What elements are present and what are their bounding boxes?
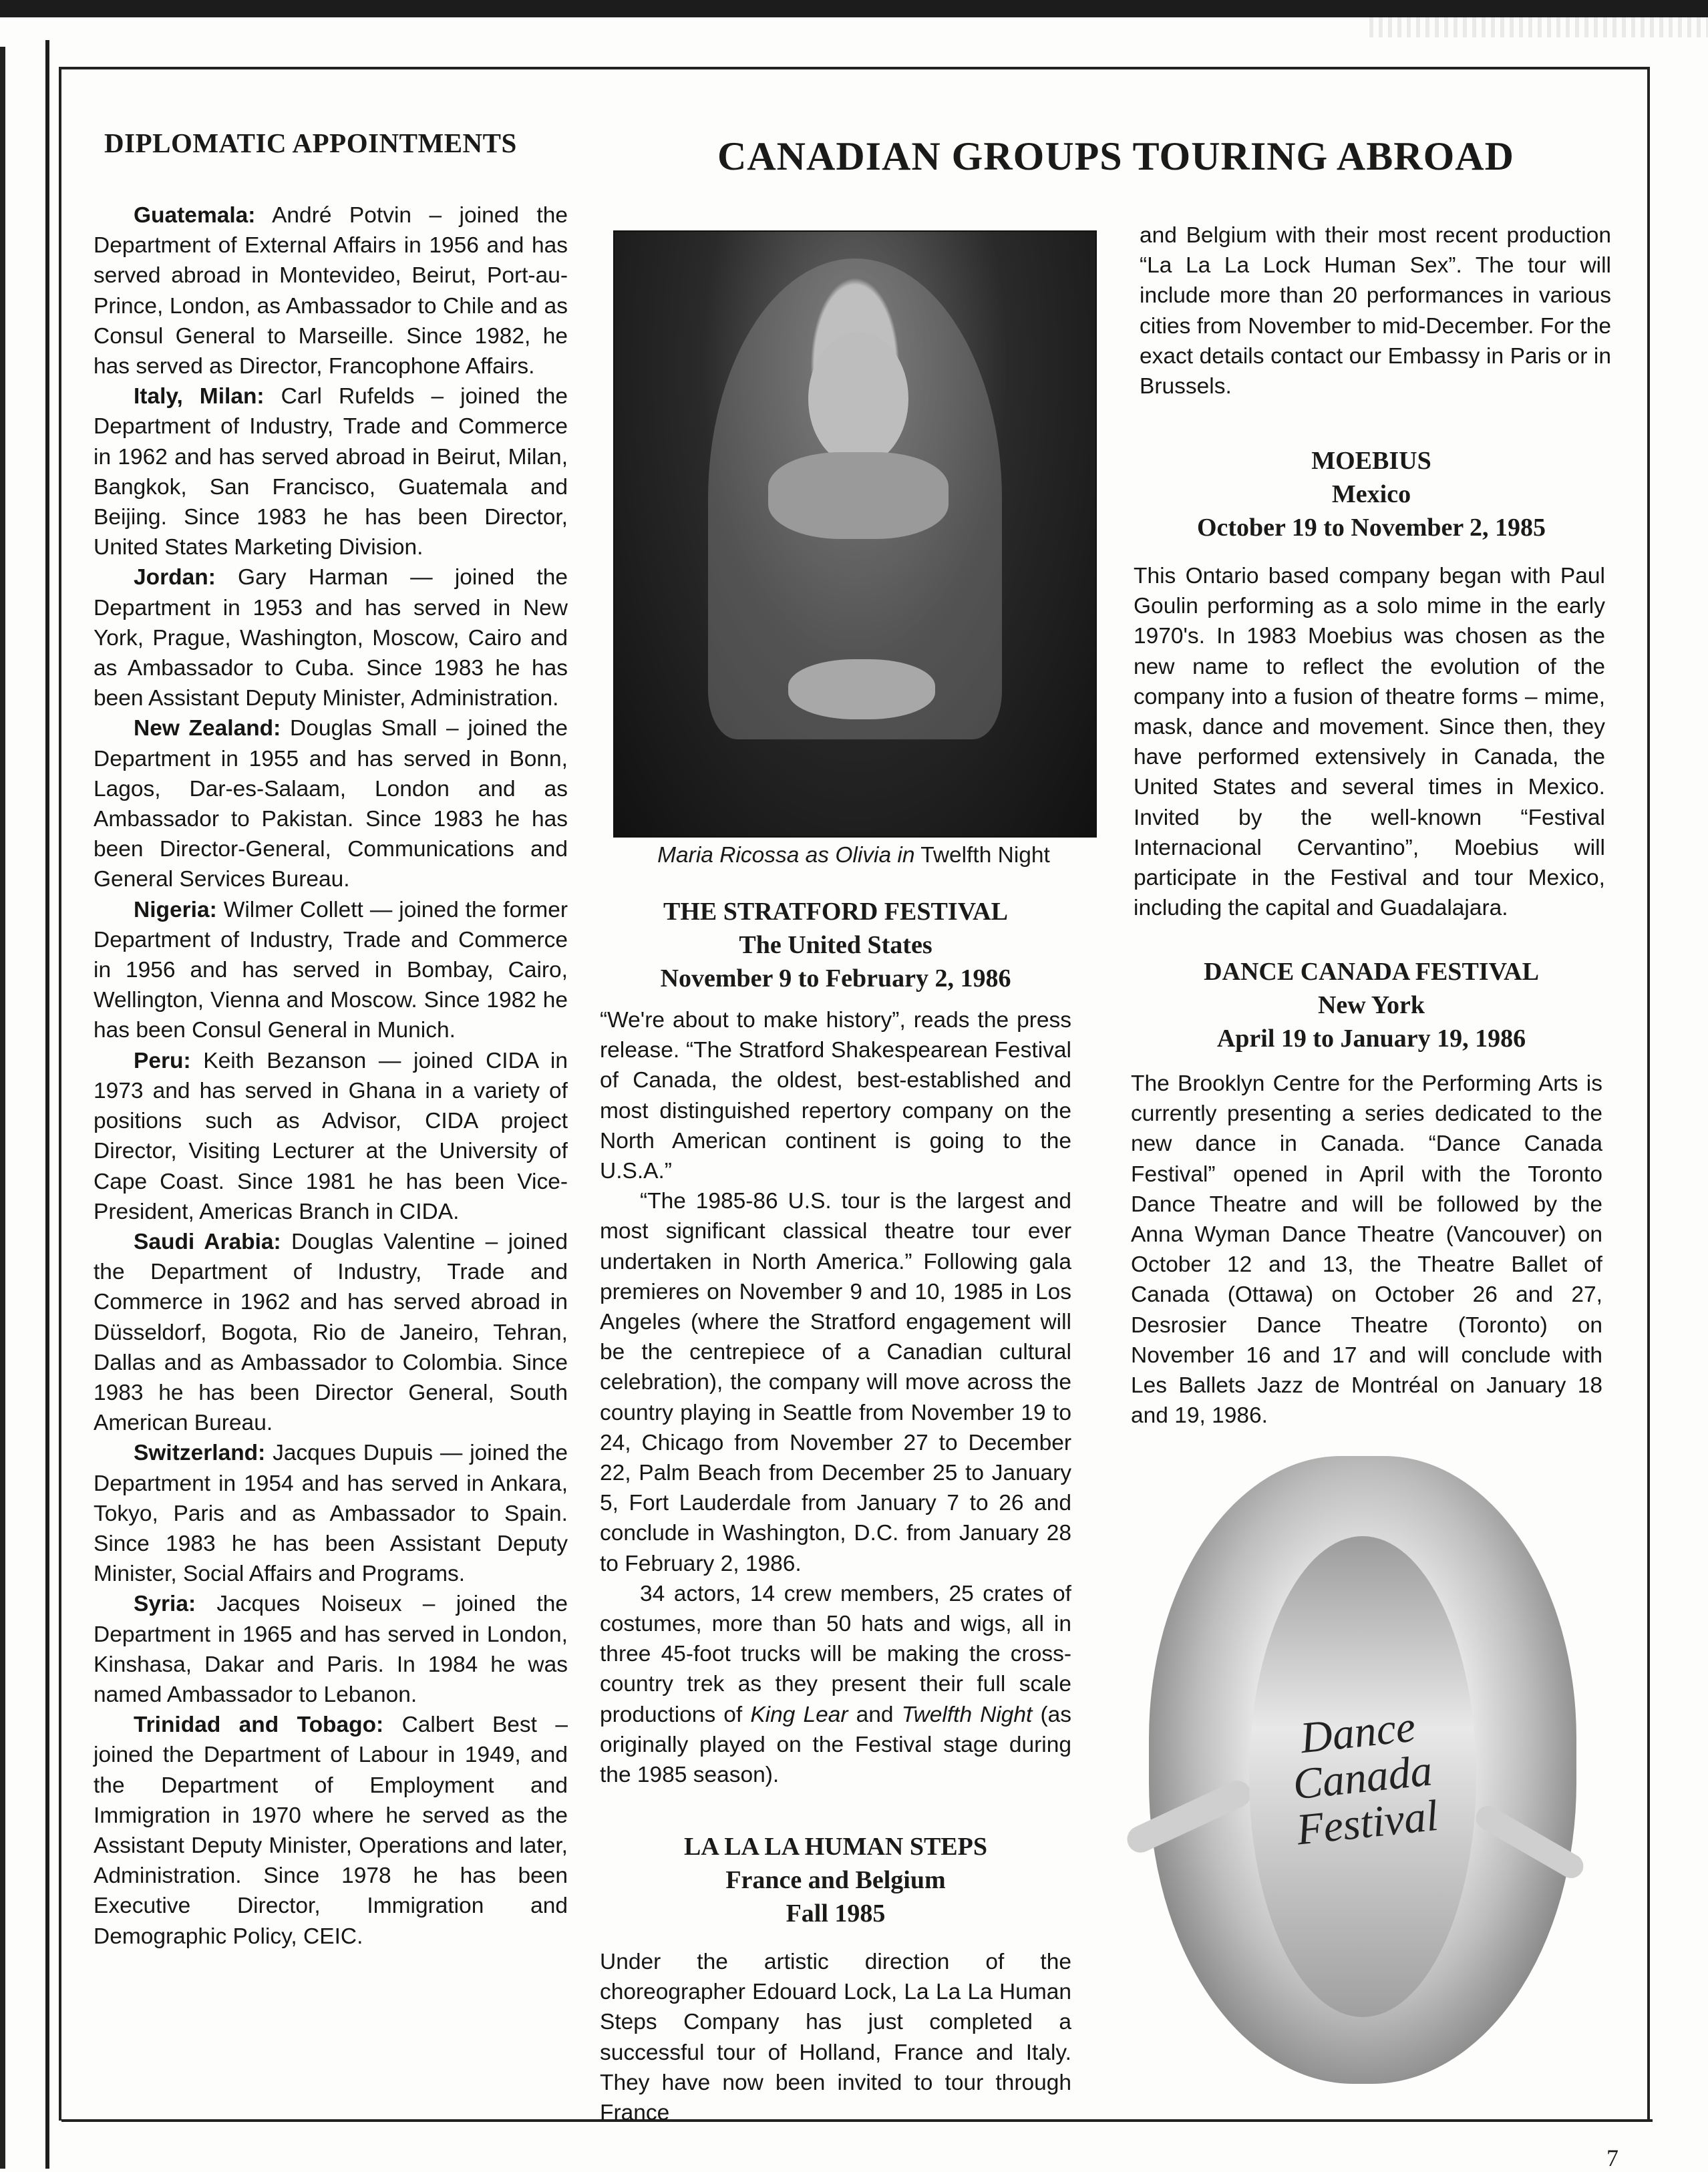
- play-king-lear: King Lear: [750, 1702, 848, 1727]
- stratford-title: THE STRATFORD FESTIVAL: [663, 898, 1008, 926]
- lalala-dates: Fall 1985: [786, 1899, 886, 1928]
- appointment-entry: [94, 1046, 568, 1227]
- dance-paragraph: The Brooklyn Centre for the Performing Arts is currently presenting a series dedicated to the new dance in Canada. “Dance Canada Festival” opened in April with the Toronto Dance Theatre and will be followed by the Anna Wyman Dance Theatre (Vancouver) on October 12 and 13, the Theatre Ballet of Canada (Ottawa) on October 26 and 27, Desrosier Dance Theatre (Toronto) on November 16 and 17 and will conclude with Les Ballets Jazz de Montréal on January 18 and 19, 1986.: [1131, 1071, 1602, 1429]
- ballet-shoe-illustration: [1149, 1456, 1576, 2084]
- stratford-p3-end: (as originally played on the Festival stage during the 1985 season).: [600, 1702, 1072, 1788]
- lalala-continuation-paragraph: and Belgium with their most recent production “La La La Lock Human Sex”. The tour will include more than 20 performances in various cities from November to mid-December. For the exact details contact our Embassy in Paris or in Brussels.: [1140, 223, 1611, 399]
- appointment-entry: [94, 562, 568, 713]
- moebius-dates: October 19 to November 2, 1985: [1196, 514, 1546, 542]
- left-binding-edge: [0, 47, 5, 2169]
- moebius-body: [1134, 561, 1605, 923]
- appointment-entry: [94, 381, 568, 562]
- appointment-text: Carl Rufelds – joined the Department of Industry, Trade and Commerce in 1962 and has served abroad in Beirut, Milan, Bangkok, San Francisco, Guatemala and Beijing. Since 1983 he has been Director, United States Marketing Division.: [94, 384, 568, 560]
- moebius-paragraph: This Ontario based company began with Paul Goulin performing as a solo mime in the early 1970's. In 1983 Moebius was chosen as the new name to reflect the evolution of the company into a fusion of theatre forms – mime, mask, dance and movement. Since then, they have performed extensively in Canada, the United States and several times in Mexico. Invited by the well-known “Festival Internacional Cervantino”, Moebius will participate in the Festival and tour Mexico, including the capital and Guadalajara.: [1134, 564, 1605, 921]
- dance-heading-block: [1136, 955, 1607, 1055]
- appointment-country: Nigeria:: [134, 897, 217, 922]
- appointments-column: [94, 200, 568, 1952]
- appointment-text: André Potvin – joined the Department of External Affairs in 1956 and has served abroad in Montevideo, Beirut, Port-au-Prince, London, as Ambassador to Chile and as Consul General to Marseille. Since 1982, he has served as Director, Francophone Affairs.: [94, 203, 568, 379]
- appointment-country: Guatemala:: [134, 203, 256, 228]
- appointment-country: Trinidad and Tobago:: [134, 1712, 384, 1738]
- appointment-entry: [94, 1589, 568, 1710]
- stratford-heading-block: [600, 895, 1071, 995]
- stratford-paragraph-3: [600, 1579, 1071, 1790]
- appointment-text: Jacques Noiseux – joined the Department in 1965 and has served in London, Kinshasa, Dakar and Paris. In 1984 he was named Ambassador to Lebanon.: [94, 1592, 568, 1707]
- top-scan-band: [0, 0, 1708, 17]
- dance-title: DANCE CANADA FESTIVAL: [1204, 958, 1539, 986]
- lalala-body: [600, 1947, 1071, 2128]
- appointment-entry: [94, 713, 568, 894]
- lalala-title: LA LA LA HUMAN STEPS: [684, 1833, 987, 1861]
- photo-face: [808, 332, 908, 466]
- caption-name: Maria Ricossa as Olivia in: [657, 843, 915, 868]
- play-twelfth-night: Twelfth Night: [901, 1702, 1033, 1727]
- diplomatic-appointments-heading: DIPLOMATIC APPOINTMENTS: [104, 128, 517, 158]
- photo-hands: [788, 659, 935, 719]
- shoe-ribbon-right: [1472, 1801, 1588, 1882]
- caption-play: Twelfth Night: [920, 843, 1050, 868]
- appointment-text: Jacques Dupuis — joined the Department in 1954 and has served in Ankara, Tokyo, Paris and as Ambassador to Spain. Since 1983 he has been Assistant Deputy Minister, Social Affairs and Programs.: [94, 1441, 568, 1587]
- stratford-p3-and: and: [856, 1702, 894, 1727]
- photo-caption: [613, 843, 1094, 868]
- appointment-text: Gary Harman — joined the Department in 1953 and has served in New York, Prague, Washington, Moscow, Cairo and as Ambassador to Cuba. Since 1983 he has been Assistant Deputy Minister, Administration.: [94, 565, 568, 711]
- dance-canada-festival-logo: [1242, 1698, 1482, 1857]
- dance-dates: April 19 to January 19, 1986: [1216, 1025, 1526, 1053]
- moebius-title: MOEBIUS: [1311, 447, 1431, 475]
- appointment-country: Italy, Milan:: [134, 384, 265, 409]
- appointment-text: Keith Bezanson — joined CIDA in 1973 and has served in Ghana in a variety of positions such as Advisor, CIDA project Director, Visiting Lecturer at the University of Cape Coast. Since 1981 he has been Vice-President, Americas Branch in CIDA.: [94, 1048, 568, 1224]
- appointment-text: Calbert Best – joined the Department of Labour in 1949, and the Department of Employment and Immigration in 1970 where he served as the Assistant Deputy Minister, Operations and later, Administration. Since 1978 he has been Executive Director, Immigration and Demographic Policy, CEIC.: [94, 1712, 568, 1949]
- page-number: 7: [1606, 2145, 1618, 2171]
- canadian-groups-heading: CANADIAN GROUPS TOURING ABROAD: [717, 134, 1514, 178]
- lalala-paragraph: Under the artistic direction of the choreographer Edouard Lock, La La La Human Steps Company has just completed a successful tour of Holland, France and Italy. They have now been invited to tour through France: [600, 1950, 1071, 2126]
- dance-body: [1131, 1069, 1602, 1431]
- appointment-entry: [94, 1710, 568, 1952]
- stratford-paragraph-1: “We're about to make history”, reads the press release. “The Stratford Shakespearean Festival of Canada, the oldest, best-established and most distinguished repertory company on the North American continent is going to the U.S.A.”: [600, 1008, 1071, 1184]
- logo-line-festival: Festival: [1294, 1791, 1441, 1855]
- left-binding-line: [45, 40, 49, 2169]
- appointment-text: Wilmer Collett — joined the former Department of Industry, Trade and Commerce in 1956 and has served in Bombay, Cairo, Wellington, Vienna and Moscow. Since 1982 he has been Consul General in Munich.: [94, 897, 568, 1043]
- lalala-heading-block: [600, 1830, 1071, 1930]
- appointment-country: Jordan:: [134, 565, 216, 590]
- logo-line-canada: Canada: [1291, 1746, 1435, 1809]
- appointment-entry: [94, 200, 568, 381]
- appointment-entry: [94, 895, 568, 1046]
- middle-column: [600, 1005, 1071, 1790]
- appointment-country: Saudi Arabia:: [134, 1229, 281, 1254]
- appointment-country: New Zealand:: [134, 716, 281, 741]
- moebius-location: Mexico: [1331, 480, 1411, 508]
- appointment-text: Douglas Small – joined the Department in 1955 and has served in Bonn, Lagos, Dar-es-Salaam, London and as Ambassador to Pakistan. Since 1983 he has been Director-General, Communications and General Services Bureau.: [94, 716, 568, 892]
- logo-line-dance: Dance: [1298, 1702, 1418, 1763]
- appointment-entry: [94, 1227, 568, 1438]
- maria-ricossa-photo: [613, 230, 1097, 838]
- stratford-paragraph-2: “The 1985-86 U.S. tour is the largest and most significant classical theatre tour ever undertaken in North America.” Following gala premieres on November 9 and 10, 1985 in Los Angeles (where the Stratford engagement will be the centrepiece of a Canadian cultural celebration), the company will move across the country playing in Seattle from November 19 to 24, Chicago from November 27 to December 22, Palm Beach from December 25 to January 5, Fort Lauderdale from January 7 to 26 and conclude in Washington, D.C. from January 28 to February 2, 1986.: [600, 1189, 1071, 1576]
- appointment-entry: [94, 1438, 568, 1589]
- stratford-p3-text: 34 actors, 14 crew members, 25 crates of costumes, more than 50 hats and wigs, all in three 45-foot trucks will be making the cross-country trek as they present their full scale productions of: [600, 1581, 1071, 1727]
- appointment-country: Peru:: [134, 1048, 191, 1073]
- moebius-heading-block: [1136, 444, 1607, 544]
- top-scan-noise: [1369, 17, 1708, 37]
- stratford-location: The United States: [739, 931, 932, 959]
- lalala-continuation: [1140, 220, 1611, 401]
- dance-location: New York: [1317, 991, 1425, 1019]
- appointment-text: Douglas Valentine – joined the Department of Industry, Trade and Commerce in 1962 and has served abroad in Düsseldorf, Bogota, Rio de Janeiro, Tehran, Dallas and as Ambassador to Colombia. Since 1983 he has been Director General, South American Bureau.: [94, 1229, 568, 1436]
- lalala-location: France and Belgium: [725, 1866, 946, 1894]
- appointment-country: Switzerland:: [134, 1441, 266, 1466]
- appointment-country: Syria:: [134, 1592, 196, 1617]
- photo-collar: [768, 452, 949, 539]
- stratford-dates: November 9 to February 2, 1986: [660, 964, 1011, 992]
